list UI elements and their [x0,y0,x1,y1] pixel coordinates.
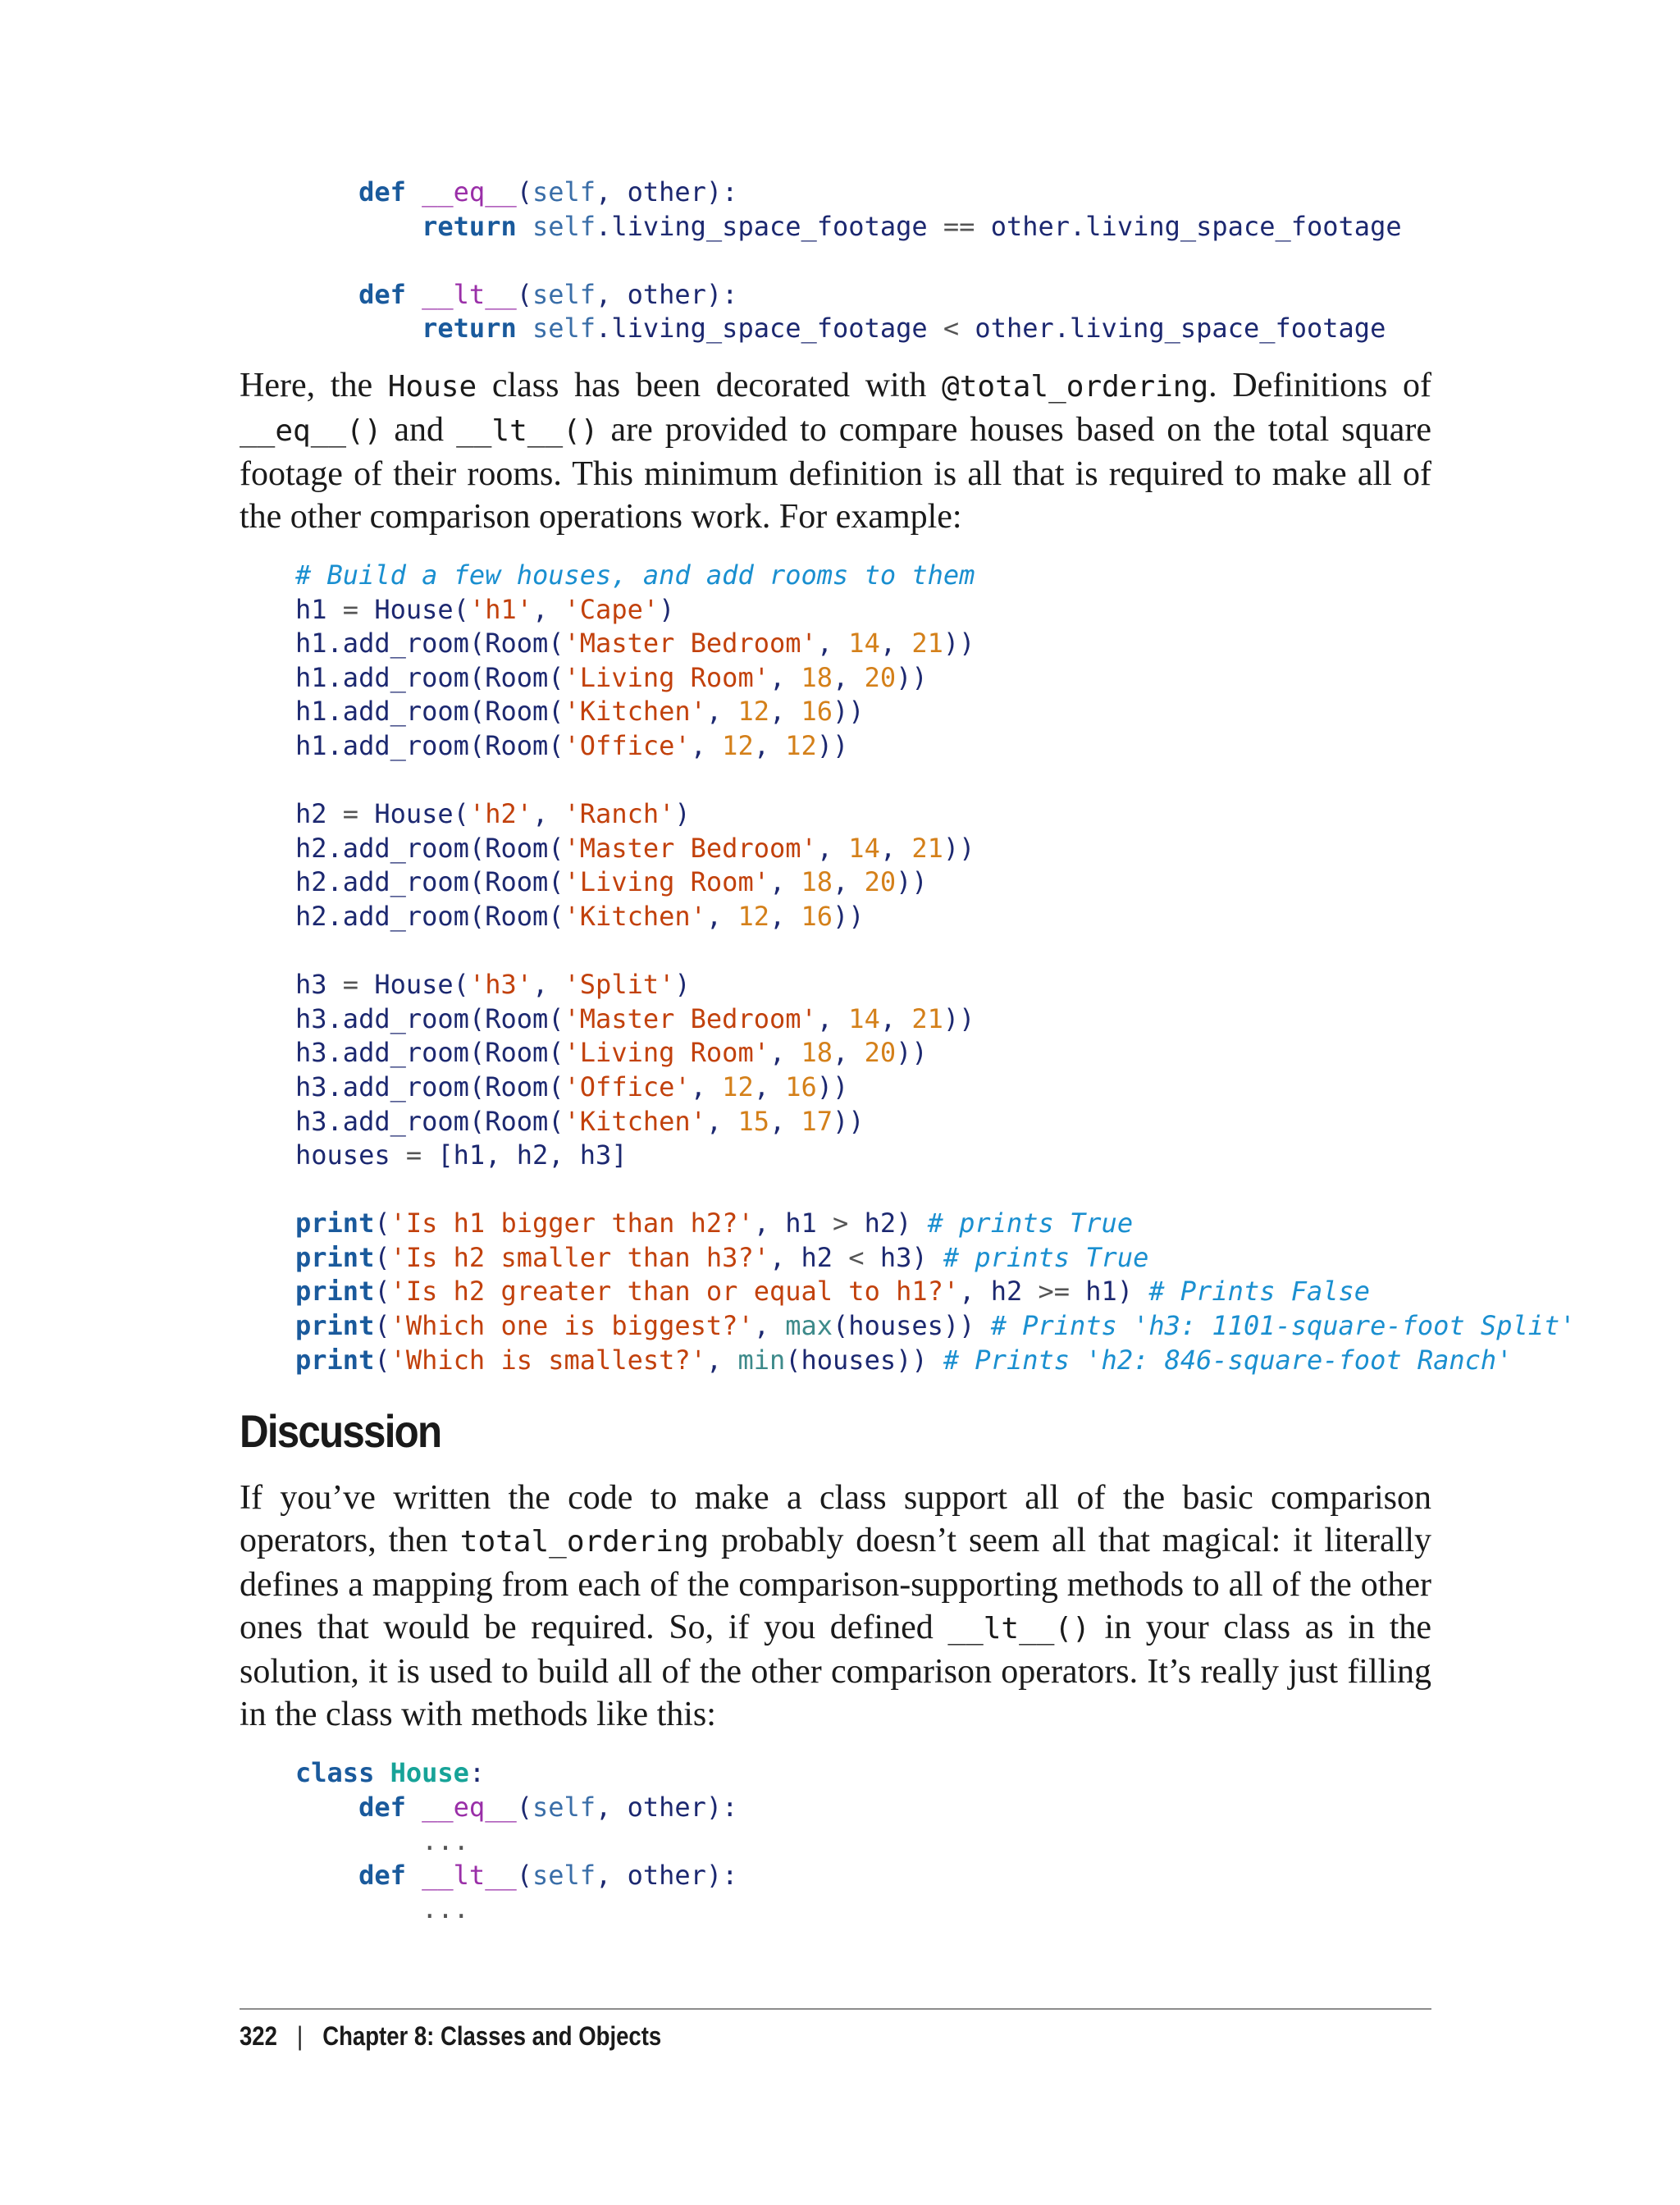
code-line: ... [422,1893,469,1925]
code-line: print('Is h1 bigger than h2?', h1 > h2) # prints True [295,1208,1134,1239]
code-line: h3.add_room(Room('Kitchen', 15, 17)) [295,1105,865,1137]
code-line: h3 = House('h3', 'Split') [295,969,691,1001]
code-line: def __eq__(self, other): [358,1791,738,1823]
code-line: h3.add_room(Room('Master Bedroom', 14, 21)) [295,1002,975,1034]
code-line: h2.add_room(Room('Kitchen', 12, 16)) [295,900,865,932]
inline-code: __lt__() [456,414,599,448]
code-line: h2.add_room(Room('Master Bedroom', 14, 21)) [295,832,975,864]
code-line: h2.add_room(Room('Living Room', 18, 20)) [295,866,928,898]
code-line [295,244,1402,278]
code-line: h1.add_room(Room('Office', 12, 12)) [295,729,849,761]
inline-code: House [387,370,477,404]
text-span: If you’ve written the code to make a class support all of the basic comparison operators, then [240,1479,1431,1559]
paragraph-total-ordering [240,364,1431,538]
code-block-class-house [295,1756,737,1927]
code-line: print('Is h2 greater than or equal to h1?', h2 >= h1) # Prints False [295,1276,1371,1308]
code-line [295,764,1576,798]
code-line: print('Which one is biggest?', max(houses)) # Prints 'h3: 1101-square-foot Split' [295,1310,1576,1342]
code-line: def __lt__(self, other): [358,278,738,310]
code-line: class House: [295,1757,486,1788]
code-line: h1 = House('h1', 'Cape') [295,593,675,625]
code-line: return self.living_space_footage < other.living_space_footage [422,313,1386,345]
code-line: h3.add_room(Room('Office', 12, 16)) [295,1071,849,1102]
footer-divider [240,2008,1431,2010]
code-line [295,1173,1576,1208]
text-span: are provided to compare houses based on the total square footage of their rooms. This minimum definition is all that is required to make all of the other comparison operations work. For example: [240,411,1431,536]
code-block-example [295,559,1576,1377]
footer-separator: | [296,2021,304,2051]
code-line: h1.add_room(Room('Kitchen', 12, 16)) [295,696,865,728]
text-span: class has been decorated with [477,367,943,404]
code-line: h1.add_room(Room('Living Room', 18, 20)) [295,661,928,693]
page-footer [240,2021,661,2052]
code-line: print('Which is smallest?', min(houses)) # Prints 'h2: 846-square-foot Ranch' [295,1344,1513,1376]
text-span: Here, the [240,367,388,404]
inline-code: @total_ordering [942,370,1209,404]
code-line: ... [422,1825,469,1857]
code-line [295,934,1576,969]
page-number: 322 [240,2021,277,2051]
code-line: h1.add_room(Room('Master Bedroom', 14, 21)) [295,628,975,660]
inline-code: __lt__() [947,1612,1090,1646]
code-block-methods [295,176,1402,346]
text-span: and [381,411,457,449]
chapter-title: Chapter 8: Classes and Objects [322,2021,662,2051]
code-line: houses = [h1, h2, h3] [295,1139,628,1171]
section-heading-discussion: Discussion [240,1405,441,1457]
text-span: in your class as in the solution, it is used to build all of the other comparison operators. It’s really just filling in the class with methods like this: [240,1609,1432,1733]
code-line: def __lt__(self, other): [358,1859,738,1891]
inline-code: __eq__() [240,414,382,448]
inline-code: total_ordering [459,1525,710,1559]
code-line: h3.add_room(Room('Living Room', 18, 20)) [295,1037,928,1069]
text-span: probably doesn’t seem all that magical: it literally defines a mapping from each of the comparison-supporting methods to all of the other ones that would be required. So, if you defined [240,1522,1431,1646]
paragraph-discussion [240,1477,1431,1736]
code-line: def __eq__(self, other): [358,176,738,208]
code-line: return self.living_space_footage == other.living_space_footage [422,210,1402,242]
code-line: # Build a few houses, and add rooms to them [295,559,975,591]
text-span: . Definitions of [1208,367,1431,404]
code-line: print('Is h2 smaller than h3?', h2 < h3) # prints True [295,1241,1149,1273]
code-line: h2 = House('h2', 'Ranch') [295,798,691,830]
